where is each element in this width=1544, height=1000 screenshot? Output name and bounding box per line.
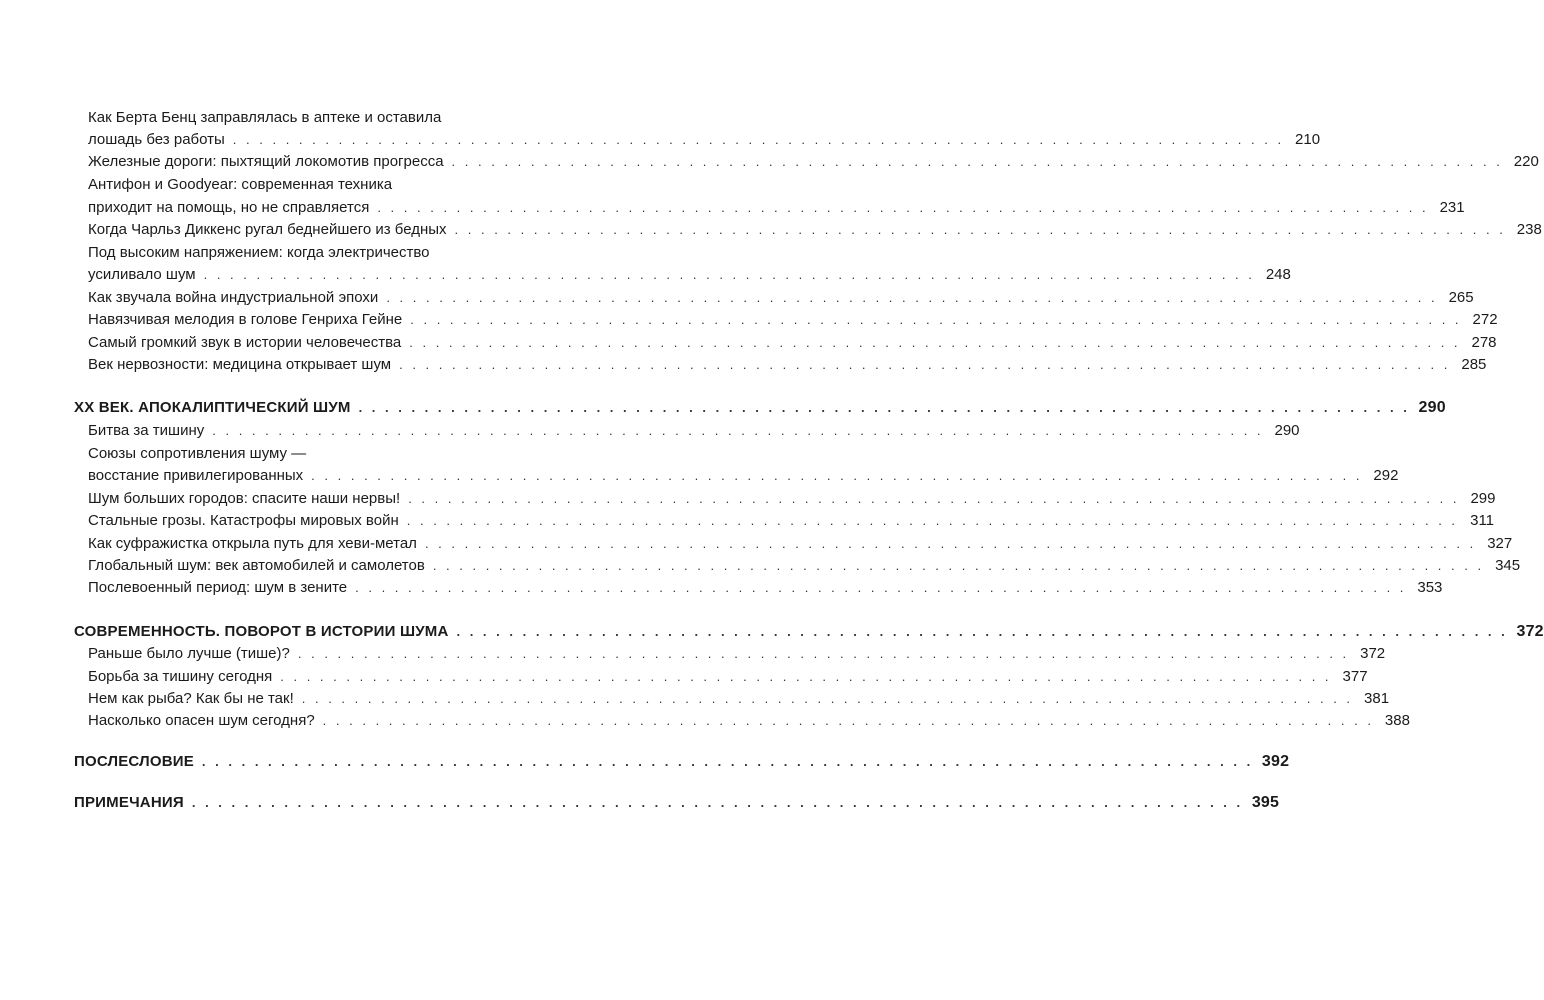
entry-title: Раньше было лучше (тише)?: [88, 645, 290, 662]
leader-dots: . . . . . . . . . . . . . . . . . . . . . . . . . . . . . . . . . . . . . . . . . . . . . . . . . . . . . . . . . . . . . . . . . . . . . . . . . . . . . . . .: [358, 400, 1410, 415]
entry-title: Стальные грозы. Катастрофы мировых войн: [88, 512, 399, 529]
page-number: 231: [1439, 199, 1465, 216]
section-title: ПОСЛЕСЛОВИЕ: [74, 753, 194, 770]
page-number: 290: [1418, 399, 1446, 416]
toc-entry: [88, 421, 1300, 441]
section-title: СОВРЕМЕННОСТЬ. ПОВОРОТ В ИСТОРИИ ШУМА: [74, 623, 449, 640]
toc-section-heading: [74, 398, 1446, 418]
toc-entry: [88, 310, 1498, 330]
leader-dots: . . . . . . . . . . . . . . . . . . . . . . . . . . . . . . . . . . . . . . . . . . . . . . . . . . . . . . . . . . . . . . . . . . . . . . . . . . . . . . . .: [191, 795, 1244, 810]
leader-dots: . . . . . . . . . . . . . . . . . . . . . . . . . . . . . . . . . . . . . . . . . . . . . . . . . . . . . . . . . . . . . . . . . . . . . . . . . . . . . . . .: [408, 491, 1460, 506]
toc-entry: [88, 152, 1539, 172]
leader-dots: . . . . . . . . . . . . . . . . . . . . . . . . . . . . . . . . . . . . . . . . . . . . . . . . . . . . . . . . . . . . . . . . . . . . . . . . . . . . . . . .: [406, 513, 1459, 528]
toc-entry: [88, 466, 1399, 486]
entry-title: Самый громкий звук в истории человечества: [88, 334, 402, 351]
leader-dots: . . . . . . . . . . . . . . . . . . . . . . . . . . . . . . . . . . . . . . . . . . . . . . . . . . . . . . . . . . . . . . . . . . . . . . . . . . . . . . . .: [232, 132, 1285, 147]
page-number: 265: [1448, 289, 1474, 306]
page-number: 285: [1461, 356, 1487, 373]
entry-title: Битва за тишину: [88, 422, 205, 439]
toc-entry: [88, 511, 1495, 531]
entry-title: приходит на помощь, но не справляется: [88, 199, 370, 216]
entry-title: Железные дороги: пыхтящий локомотив прогресса: [88, 153, 444, 170]
entry-title: Нем как рыба? Как бы не так!: [88, 690, 294, 707]
toc-section-heading: [74, 793, 1280, 813]
entry-title: Шум больших городов: спасите наши нервы!: [88, 490, 401, 507]
leader-dots: . . . . . . . . . . . . . . . . . . . . . . . . . . . . . . . . . . . . . . . . . . . . . . . . . . . . . . . . . . . . . . . . . . . . . . . . . . . . . . . .: [311, 468, 1363, 483]
entry-title: Насколько опасен шум сегодня?: [88, 712, 315, 729]
page-number: 388: [1384, 712, 1410, 729]
leader-dots: . . . . . . . . . . . . . . . . . . . . . . . . . . . . . . . . . . . . . . . . . . . . . . . . . . . . . . . . . . . . . . . . . . . . . . . . . . . . . . . .: [377, 200, 1429, 215]
toc-entry: [88, 198, 1465, 218]
entry-title: Как звучала война индустриальной эпохи: [88, 289, 379, 306]
toc-entry: [88, 667, 1368, 687]
toc-entry: [88, 333, 1497, 353]
section-title: XX ВЕК. АПОКАЛИПТИЧЕСКИЙ ШУМ: [74, 399, 351, 416]
toc-section-heading: [74, 752, 1290, 772]
toc-entry: [88, 489, 1496, 509]
leader-dots: . . . . . . . . . . . . . . . . . . . . . . . . . . . . . . . . . . . . . . . . . . . . . . . . . . . . . . . . . . . . . . . . . . . . . . . . . . . . . . . .: [201, 754, 1254, 769]
page-number: 290: [1274, 422, 1300, 439]
toc-entry: [88, 534, 1513, 554]
entry-title: усиливало шум: [88, 266, 196, 283]
page-number: 248: [1265, 266, 1291, 283]
leader-dots: . . . . . . . . . . . . . . . . . . . . . . . . . . . . . . . . . . . . . . . . . . . . . . . . . . . . . . . . . . . . . . . . . . . . . . . . . . . . . . . .: [432, 558, 1485, 573]
leader-dots: . . . . . . . . . . . . . . . . . . . . . . . . . . . . . . . . . . . . . . . . . . . . . . . . . . . . . . . . . . . . . . . . . . . . . . . . . . . . . . . .: [322, 713, 1374, 728]
page-number: 220: [1513, 153, 1539, 170]
page-number: 292: [1373, 467, 1399, 484]
toc-entry-text: Под высоким напряжением: когда электричество: [88, 244, 430, 261]
entry-title: Как суфражистка открыла путь для хеви-метал: [88, 535, 417, 552]
leader-dots: . . . . . . . . . . . . . . . . . . . . . . . . . . . . . . . . . . . . . . . . . . . . . . . . . . . . . . . . . . . . . . . . . . . . . . . . . . . . . . . .: [410, 312, 1462, 327]
toc-entry: [88, 265, 1291, 285]
leader-dots: . . . . . . . . . . . . . . . . . . . . . . . . . . . . . . . . . . . . . . . . . . . . . . . . . . . . . . . . . . . . . . . . . . . . . . . . . . . . . . . .: [355, 580, 1407, 595]
toc-entry: [88, 220, 1542, 240]
page-number: 210: [1295, 131, 1321, 148]
page-number: 272: [1472, 311, 1498, 328]
page-number: 299: [1470, 490, 1496, 507]
page-number: 381: [1364, 690, 1390, 707]
toc-entry-text: Союзы сопротивления шуму —: [88, 445, 307, 462]
entry-title: Навязчивая мелодия в голове Генриха Гейне: [88, 311, 403, 328]
leader-dots: . . . . . . . . . . . . . . . . . . . . . . . . . . . . . . . . . . . . . . . . . . . . . . . . . . . . . . . . . . . . . . . . . . . . . . . . . . . . . . . .: [212, 423, 1264, 438]
toc-entry: [88, 556, 1521, 576]
page-number: 345: [1495, 557, 1521, 574]
toc-entry: [88, 578, 1443, 598]
leader-dots: . . . . . . . . . . . . . . . . . . . . . . . . . . . . . . . . . . . . . . . . . . . . . . . . . . . . . . . . . . . . . . . . . . . . . . . . . . . . . . . .: [456, 624, 1508, 639]
entry-title: Когда Чарльз Диккенс ругал беднейшего из бедных: [88, 221, 447, 238]
toc-entry-text: Как Берта Бенц заправлялась в аптеке и оставила: [88, 109, 442, 126]
toc-entry: [88, 711, 1410, 731]
section-title: ПРИМЕЧАНИЯ: [74, 794, 184, 811]
entry-title: Борьба за тишину сегодня: [88, 668, 273, 685]
entry-title: восстание привилегированных: [88, 467, 304, 484]
entry-title: Послевоенный период: шум в зените: [88, 579, 348, 596]
toc-entry: [88, 130, 1321, 150]
toc-section-heading: [74, 622, 1544, 642]
page-number: 353: [1417, 579, 1443, 596]
leader-dots: . . . . . . . . . . . . . . . . . . . . . . . . . . . . . . . . . . . . . . . . . . . . . . . . . . . . . . . . . . . . . . . . . . . . . . . . . . . . . . . .: [454, 222, 1506, 237]
entry-title: Глобальный шум: век автомобилей и самолетов: [88, 557, 425, 574]
leader-dots: . . . . . . . . . . . . . . . . . . . . . . . . . . . . . . . . . . . . . . . . . . . . . . . . . . . . . . . . . . . . . . . . . . . . . . . . . . . . . . . .: [409, 335, 1461, 350]
toc-entry: [88, 355, 1487, 375]
toc-entry-text: Антифон и Goodyear: современная техника: [88, 176, 393, 193]
page-number: 395: [1251, 794, 1280, 811]
page-number: 372: [1516, 623, 1544, 640]
page-number: 392: [1261, 753, 1290, 770]
leader-dots: . . . . . . . . . . . . . . . . . . . . . . . . . . . . . . . . . . . . . . . . . . . . . . . . . . . . . . . . . . . . . . . . . . . . . . . . . . . . . . . .: [451, 154, 1503, 169]
toc-entry: [88, 689, 1390, 709]
page-number: 327: [1487, 535, 1513, 552]
page-number: 278: [1471, 334, 1497, 351]
page-number: 238: [1516, 221, 1542, 238]
leader-dots: . . . . . . . . . . . . . . . . . . . . . . . . . . . . . . . . . . . . . . . . . . . . . . . . . . . . . . . . . . . . . . . . . . . . . . . . . . . . . . . .: [280, 669, 1332, 684]
leader-dots: . . . . . . . . . . . . . . . . . . . . . . . . . . . . . . . . . . . . . . . . . . . . . . . . . . . . . . . . . . . . . . . . . . . . . . . . . . . . . . . .: [203, 267, 1255, 282]
leader-dots: . . . . . . . . . . . . . . . . . . . . . . . . . . . . . . . . . . . . . . . . . . . . . . . . . . . . . . . . . . . . . . . . . . . . . . . . . . . . . . . .: [399, 357, 1451, 372]
page-number: 311: [1470, 512, 1495, 529]
entry-title: Век нервозности: медицина открывает шум: [88, 356, 392, 373]
page-number: 372: [1360, 645, 1386, 662]
leader-dots: . . . . . . . . . . . . . . . . . . . . . . . . . . . . . . . . . . . . . . . . . . . . . . . . . . . . . . . . . . . . . . . . . . . . . . . . . . . . . . . .: [297, 646, 1350, 661]
entry-title: лошадь без работы: [88, 131, 225, 148]
page-number: 377: [1342, 668, 1368, 685]
leader-dots: . . . . . . . . . . . . . . . . . . . . . . . . . . . . . . . . . . . . . . . . . . . . . . . . . . . . . . . . . . . . . . . . . . . . . . . . . . . . . . . .: [301, 691, 1354, 706]
leader-dots: . . . . . . . . . . . . . . . . . . . . . . . . . . . . . . . . . . . . . . . . . . . . . . . . . . . . . . . . . . . . . . . . . . . . . . . . . . . . . . . .: [424, 536, 1477, 551]
leader-dots: . . . . . . . . . . . . . . . . . . . . . . . . . . . . . . . . . . . . . . . . . . . . . . . . . . . . . . . . . . . . . . . . . . . . . . . . . . . . . . . .: [386, 290, 1438, 305]
toc-entry: [88, 288, 1474, 308]
toc-entry: [88, 644, 1386, 664]
